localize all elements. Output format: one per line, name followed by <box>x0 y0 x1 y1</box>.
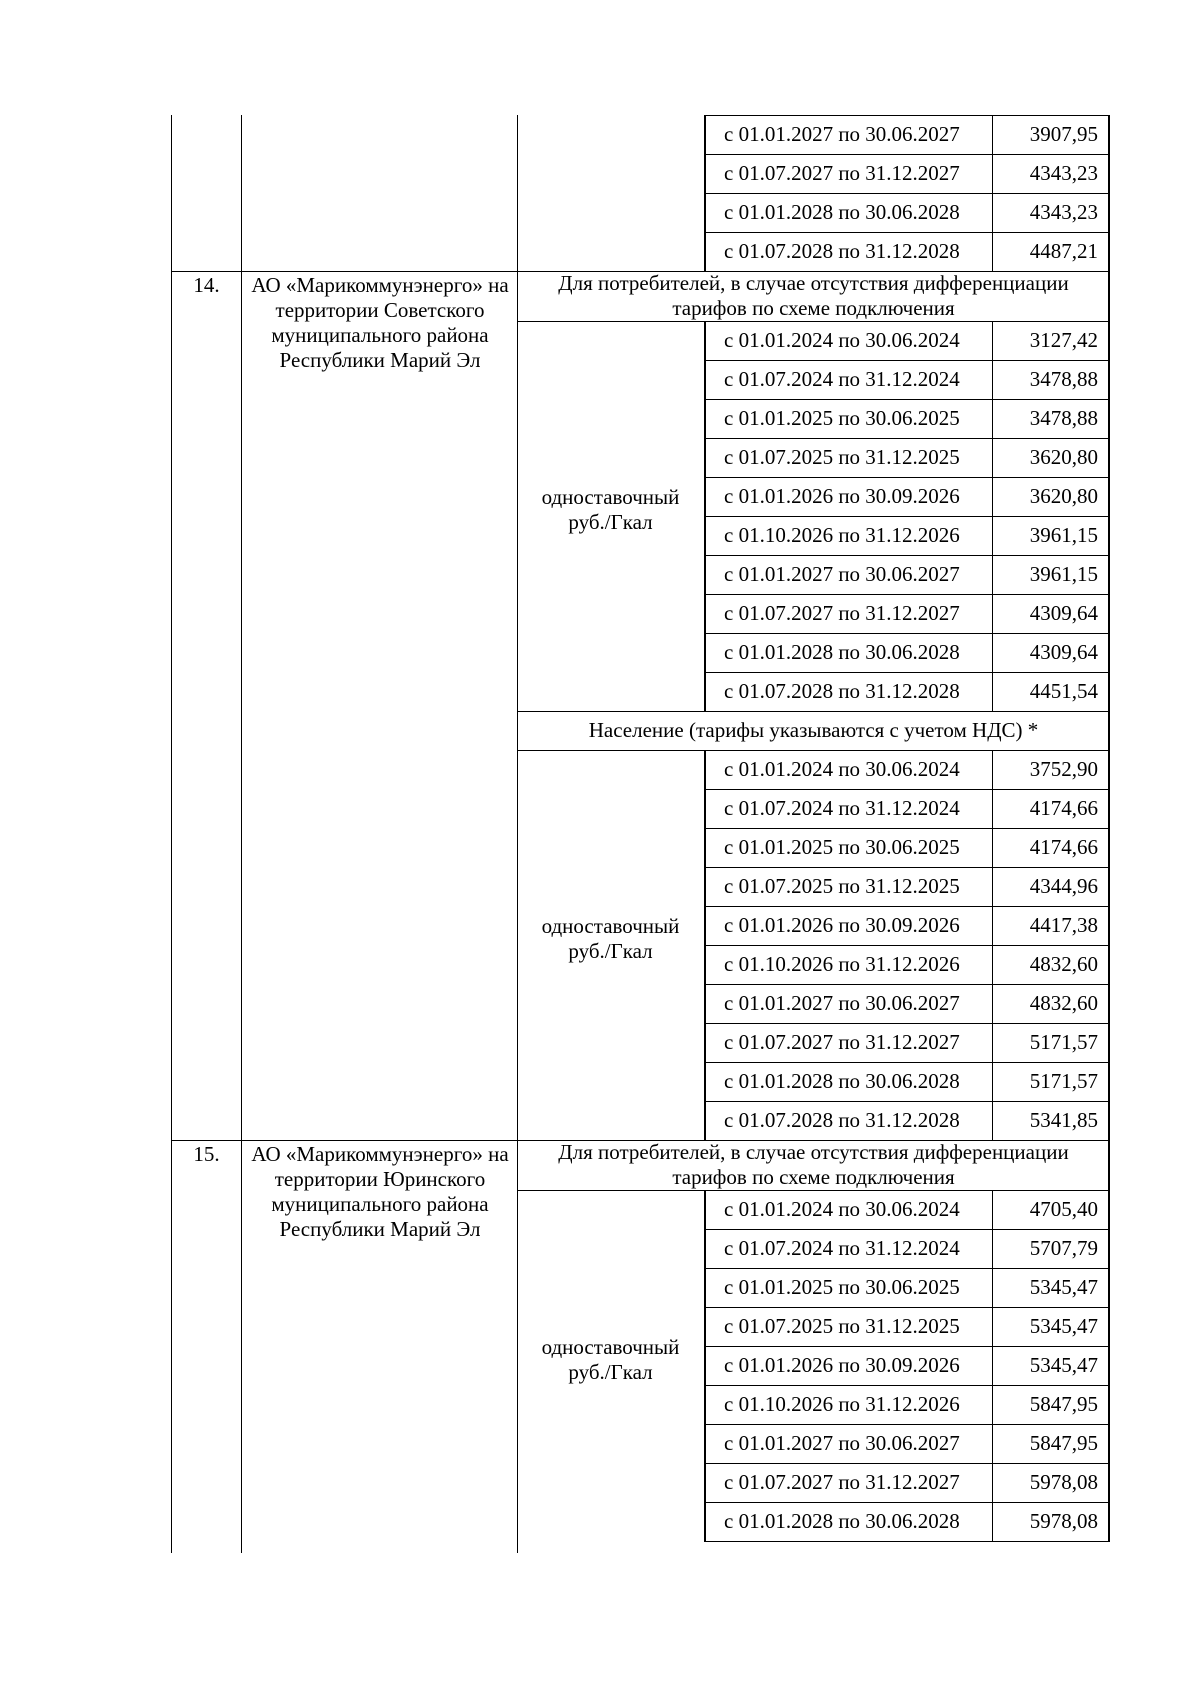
tariff-price: 5978,08 <box>1029 1509 1098 1533</box>
table-border <box>704 1346 1110 1347</box>
tariff-period: с 01.01.2024 по 30.06.2024 <box>724 757 960 781</box>
table-border <box>171 115 172 1553</box>
table-border <box>1108 360 1110 400</box>
table-border <box>992 516 993 556</box>
table-border <box>992 1062 993 1102</box>
table-border <box>992 399 993 439</box>
table-border <box>704 115 1110 116</box>
tariff-period: с 01.01.2028 по 30.06.2028 <box>724 640 960 664</box>
table-border <box>1108 1385 1110 1425</box>
table-border <box>1108 867 1110 907</box>
table-border <box>992 945 993 985</box>
table-border <box>1108 477 1110 517</box>
table-border <box>704 906 1110 907</box>
tariff-period: с 01.07.2024 по 31.12.2024 <box>724 796 960 820</box>
table-border <box>704 115 706 155</box>
table-border <box>1108 828 1110 868</box>
table-border <box>704 321 1110 322</box>
tariff-period: с 01.10.2026 по 31.12.2026 <box>724 952 960 976</box>
table-border <box>992 477 993 517</box>
table-border <box>1108 1140 1110 1191</box>
table-border <box>704 1101 706 1141</box>
table-border <box>992 789 993 829</box>
table-border <box>704 984 1110 985</box>
tariff-period: с 01.01.2024 по 30.06.2024 <box>724 1197 960 1221</box>
table-border <box>992 1385 993 1425</box>
tariff-price: 4417,38 <box>1029 913 1098 937</box>
tariff-price: 3620,80 <box>1029 445 1098 469</box>
table-border <box>704 1229 1110 1230</box>
tariff-price: 3127,42 <box>1029 328 1098 352</box>
table-border <box>992 1424 993 1464</box>
table-border <box>1108 321 1110 361</box>
tariff-price: 5345,47 <box>1029 1275 1098 1299</box>
table-border <box>1108 516 1110 556</box>
tariff-price: 5847,95 <box>1029 1431 1098 1455</box>
table-border <box>1108 1229 1110 1269</box>
table-border <box>704 828 706 868</box>
table-border <box>1108 633 1110 673</box>
tariff-period: с 01.01.2026 по 30.09.2026 <box>724 913 960 937</box>
tariff-period: с 01.07.2024 по 31.12.2024 <box>724 367 960 391</box>
tariff-price: 4343,23 <box>1029 200 1098 224</box>
tariff-price: 5707,79 <box>1029 1236 1098 1260</box>
table-border <box>704 516 1110 517</box>
tariff-price: 3907,95 <box>1029 122 1098 146</box>
table-border <box>1108 594 1110 634</box>
tariff-period: с 01.07.2024 по 31.12.2024 <box>724 1236 960 1260</box>
table-border <box>704 1424 1110 1425</box>
table-border <box>704 984 706 1024</box>
table-border <box>704 945 706 985</box>
table-border <box>1108 1502 1110 1542</box>
tariff-price: 3478,88 <box>1029 367 1098 391</box>
tariff-price: 4174,66 <box>1029 835 1098 859</box>
table-border <box>992 1502 993 1542</box>
table-border <box>704 1268 706 1308</box>
tariff-period: с 01.10.2026 по 31.12.2026 <box>724 523 960 547</box>
tariff-price: 3752,90 <box>1029 757 1098 781</box>
table-border <box>704 477 706 517</box>
table-border <box>704 1385 706 1425</box>
tariff-price: 4343,23 <box>1029 161 1098 185</box>
table-border <box>704 1307 1110 1308</box>
table-border <box>704 789 706 829</box>
table-border <box>1108 1101 1110 1141</box>
table-border <box>704 789 1110 790</box>
table-border <box>704 1463 706 1503</box>
table-border <box>704 633 706 673</box>
tariff-price: 4832,60 <box>1029 991 1098 1015</box>
tariff-price: 5345,47 <box>1029 1314 1098 1338</box>
tariff-price: 4344,96 <box>1029 874 1098 898</box>
table-border <box>992 154 993 194</box>
table-border <box>1108 1190 1110 1230</box>
table-border <box>992 438 993 478</box>
tariff-type: одноставочный руб./Гкал <box>541 485 680 534</box>
tariff-period: с 01.01.2025 по 30.06.2025 <box>724 1275 960 1299</box>
table-border <box>704 438 706 478</box>
tariff-period: с 01.01.2027 по 30.06.2027 <box>724 562 960 586</box>
tariff-period: с 01.01.2025 по 30.06.2025 <box>724 406 960 430</box>
table-border <box>1108 1023 1110 1063</box>
org-name: АО «Марикоммунэнерго» на территории Юринского муниципального района Республики Марий Эл <box>251 1142 509 1241</box>
table-border <box>992 867 993 907</box>
tariff-price: 4174,66 <box>1029 796 1098 820</box>
table-border <box>704 945 1110 946</box>
table-border <box>704 828 1110 829</box>
table-border <box>704 555 706 595</box>
table-border <box>704 232 1110 233</box>
table-border <box>704 633 1110 634</box>
tariff-period: с 01.01.2024 по 30.06.2024 <box>724 328 960 352</box>
tariff-period: с 01.07.2027 по 31.12.2027 <box>724 161 960 185</box>
table-border <box>704 1190 1110 1191</box>
tariff-price: 4309,64 <box>1029 640 1098 664</box>
table-border <box>1108 789 1110 829</box>
table-border <box>992 1346 993 1386</box>
tariff-price: 5345,47 <box>1029 1353 1098 1377</box>
table-border <box>517 711 1110 712</box>
table-border <box>992 1268 993 1308</box>
table-border <box>704 1023 706 1063</box>
tariff-price: 5341,85 <box>1029 1108 1098 1132</box>
tariff-price: 4487,21 <box>1029 239 1098 263</box>
tariff-period: с 01.01.2027 по 30.06.2027 <box>724 991 960 1015</box>
table-border <box>1108 711 1110 751</box>
table-border <box>992 750 993 790</box>
tariff-period: с 01.07.2025 по 31.12.2025 <box>724 1314 960 1338</box>
table-border <box>704 867 706 907</box>
table-border <box>704 193 1110 194</box>
org-number: 15. <box>193 1142 220 1166</box>
table-border <box>171 271 518 272</box>
table-border <box>704 1541 1110 1542</box>
table-border <box>704 672 706 712</box>
tariff-price: 3620,80 <box>1029 484 1098 508</box>
table-border <box>992 360 993 400</box>
tariff-period: с 01.01.2026 по 30.09.2026 <box>724 1353 960 1377</box>
table-border <box>1108 115 1110 155</box>
table-border <box>704 1101 1110 1102</box>
table-border <box>992 633 993 673</box>
table-border <box>1108 271 1110 322</box>
table-border <box>704 193 706 233</box>
org-name: АО «Марикоммунэнерго» на территории Советского муниципального района Республики Марий Эл <box>251 273 509 372</box>
tariff-period: с 01.01.2025 по 30.06.2025 <box>724 835 960 859</box>
tariff-period: с 01.07.2027 по 31.12.2027 <box>724 1030 960 1054</box>
table-border <box>1108 984 1110 1024</box>
table-border <box>992 115 993 155</box>
tariff-price: 3478,88 <box>1029 406 1098 430</box>
tariff-price: 3961,15 <box>1029 523 1098 547</box>
tariff-price: 4451,54 <box>1029 679 1098 703</box>
table-border <box>704 154 1110 155</box>
table-border <box>1108 1062 1110 1102</box>
table-border <box>992 193 993 233</box>
table-border <box>704 750 1110 751</box>
table-border <box>1108 906 1110 946</box>
table-border <box>704 1062 706 1102</box>
table-border <box>1108 154 1110 194</box>
table-border <box>704 1502 706 1542</box>
tariff-type: одноставочный руб./Гкал <box>541 914 680 963</box>
table-border <box>704 594 1110 595</box>
table-border <box>704 232 706 272</box>
table-border <box>704 1463 1110 1464</box>
table-border <box>1108 1463 1110 1503</box>
table-border <box>704 399 1110 400</box>
table-border <box>1108 945 1110 985</box>
tariff-type: одноставочный руб./Гкал <box>541 1334 680 1384</box>
table-border <box>704 1307 706 1347</box>
tariff-price: 3961,15 <box>1029 562 1098 586</box>
table-border <box>1108 1424 1110 1464</box>
table-border <box>992 828 993 868</box>
table-border <box>704 438 1110 439</box>
table-border <box>1108 438 1110 478</box>
table-border <box>1108 1307 1110 1347</box>
tariff-period: с 01.07.2028 по 31.12.2028 <box>724 1108 960 1132</box>
table-border <box>704 867 1110 868</box>
tariff-price: 4309,64 <box>1029 601 1098 625</box>
org-number: 14. <box>193 273 220 297</box>
table-border <box>992 1023 993 1063</box>
tariff-period: с 01.01.2027 по 30.06.2027 <box>724 122 960 146</box>
table-border <box>1108 232 1110 272</box>
table-border <box>992 232 993 272</box>
tariff-period: с 01.07.2028 по 31.12.2028 <box>724 679 960 703</box>
table-border <box>1108 672 1110 712</box>
table-border <box>704 672 1110 673</box>
tariff-period: с 01.07.2025 по 31.12.2025 <box>724 445 960 469</box>
table-border <box>992 594 993 634</box>
tariff-header: Население (тарифы указываются с учетом НДС) * <box>588 718 1039 742</box>
tariff-period: с 01.07.2025 по 31.12.2025 <box>724 874 960 898</box>
table-border <box>704 1268 1110 1269</box>
table-border <box>1108 399 1110 439</box>
table-border <box>704 516 706 556</box>
tariff-price: 5171,57 <box>1029 1030 1098 1054</box>
table-border <box>992 984 993 1024</box>
table-border <box>704 1062 1110 1063</box>
table-border <box>704 1229 706 1269</box>
table-border <box>1108 1346 1110 1386</box>
table-border <box>704 1023 1110 1024</box>
table-border <box>992 1101 993 1141</box>
tariff-price: 5847,95 <box>1029 1392 1098 1416</box>
table-border <box>992 1190 993 1230</box>
tariff-price: 5171,57 <box>1029 1069 1098 1093</box>
table-border <box>704 360 1110 361</box>
table-border <box>704 1346 706 1386</box>
table-border <box>704 154 706 194</box>
table-border <box>1108 555 1110 595</box>
tariff-period: с 01.01.2027 по 30.06.2027 <box>724 1431 960 1455</box>
tariff-price: 4832,60 <box>1029 952 1098 976</box>
table-border <box>704 360 706 400</box>
table-border <box>992 1307 993 1347</box>
table-border <box>992 1229 993 1269</box>
tariff-period: с 01.01.2028 по 30.06.2028 <box>724 1069 960 1093</box>
tariff-price: 4705,40 <box>1029 1197 1098 1221</box>
tariff-header: Для потребителей, в случае отсутствия дифференциации тарифов по схеме подключения <box>558 271 1069 320</box>
tariff-header: Для потребителей, в случае отсутствия дифференциации тарифов по схеме подключения <box>558 1140 1069 1189</box>
table-border <box>704 750 706 790</box>
table-border <box>704 1424 706 1464</box>
table-border <box>704 906 706 946</box>
table-border <box>704 1190 706 1230</box>
table-border <box>1108 1268 1110 1308</box>
tariff-period: с 01.07.2027 по 31.12.2027 <box>724 1470 960 1494</box>
tariff-period: с 01.10.2026 по 31.12.2026 <box>724 1392 960 1416</box>
table-border <box>1108 750 1110 790</box>
table-border <box>992 672 993 712</box>
table-border <box>704 1385 1110 1386</box>
table-border <box>704 477 1110 478</box>
table-border <box>992 1463 993 1503</box>
table-border <box>1108 193 1110 233</box>
table-border <box>992 906 993 946</box>
tariff-period: с 01.07.2027 по 31.12.2027 <box>724 601 960 625</box>
table-border <box>992 555 993 595</box>
tariff-period: с 01.01.2028 по 30.06.2028 <box>724 200 960 224</box>
table-border <box>171 1140 518 1141</box>
tariff-price: 5978,08 <box>1029 1470 1098 1494</box>
tariff-period: с 01.07.2028 по 31.12.2028 <box>724 239 960 263</box>
table-border <box>704 594 706 634</box>
table-border <box>704 1502 1110 1503</box>
table-border <box>241 115 242 1553</box>
table-border <box>704 555 1110 556</box>
table-border <box>704 321 706 361</box>
tariff-period: с 01.01.2026 по 30.09.2026 <box>724 484 960 508</box>
table-border <box>704 399 706 439</box>
tariff-period: с 01.01.2028 по 30.06.2028 <box>724 1509 960 1533</box>
table-border <box>517 115 518 1553</box>
table-border <box>992 321 993 361</box>
